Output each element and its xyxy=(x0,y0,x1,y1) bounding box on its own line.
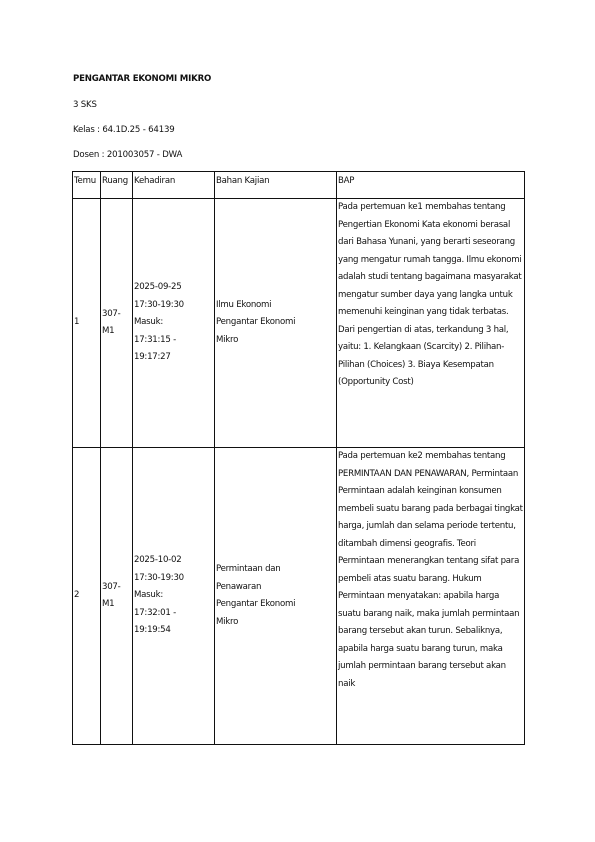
kehadiran-cell: 2025-10-02 17:30-19:30 Masuk: 17:32:01 - 19:19:54 xyxy=(133,448,215,745)
header-temu: Temu xyxy=(73,172,101,199)
ruang-cell: 307- M1 xyxy=(101,448,133,745)
bap-cell: Pada pertemuan ke1 membahas tentang Pengertian Ekonomi Kata ekonomi berasal dari Bahasa Yunani, yang berarti seseorang yang mengatur rumah tangga. Ilmu ekonomi adalah studi tentang bagaimana masyarakat mengatur sumber daya yang langka untuk memenuhi keinginan yang tidak terbatas. Dari pengertian di atas, terkandung 3 hal, yaitu: 1. Kelangkaan (Scarcity) 2. Pilihan-Pilihan (Choices) 3. Biaya Kesempatan (Opportunity Cost) xyxy=(337,199,525,448)
header-bahan-kajian: Bahan Kajian xyxy=(215,172,337,199)
table-header-row xyxy=(73,172,525,199)
header-kehadiran: Kehadiran xyxy=(133,172,215,199)
bap-cell: Pada pertemuan ke2 membahas tentang PERMINTAAN DAN PENAWARAN, Permintaan Permintaan adalah keinginan konsumen membeli suatu barang pada berbagai tingkat harga, jumlah dan selama periode tertentu, ditambah dimensi geografis. Teori Permintaan menerangkan tentang sifat para pembeli atas suatu barang. Hukum Permintaan menyatakan: apabila harga suatu barang naik, maka jumlah permintaan barang tersebut akan turun. Sebaliknya, apabila harga suatu barang turun, maka jumlah permintaan barang tersebut akan naik xyxy=(337,448,525,745)
table-row xyxy=(73,199,525,448)
lecturer-code: Dosen : 201003057 - DWA xyxy=(73,150,183,160)
header-bap: BAP xyxy=(337,172,525,199)
bahan-kajian-cell: Ilmu Ekonomi Pengantar Ekonomi Mikro xyxy=(215,199,337,448)
temu-cell: 2 xyxy=(73,448,101,745)
kehadiran-cell: 2025-09-25 17:30-19:30 Masuk: 17:31:15 - 19:17:27 xyxy=(133,199,215,448)
course-credits: 3 SKS xyxy=(73,100,97,110)
class-code: Kelas : 64.1D.25 - 64139 xyxy=(73,125,175,135)
bahan-kajian-cell: Permintaan dan Penawaran Pengantar Ekonomi Mikro xyxy=(215,448,337,745)
course-title: PENGANTAR EKONOMI MIKRO xyxy=(73,74,212,84)
temu-cell: 1 xyxy=(73,199,101,448)
header-ruang: Ruang xyxy=(101,172,133,199)
attendance-table xyxy=(72,171,525,745)
ruang-cell: 307- M1 xyxy=(101,199,133,448)
table-row xyxy=(73,448,525,745)
